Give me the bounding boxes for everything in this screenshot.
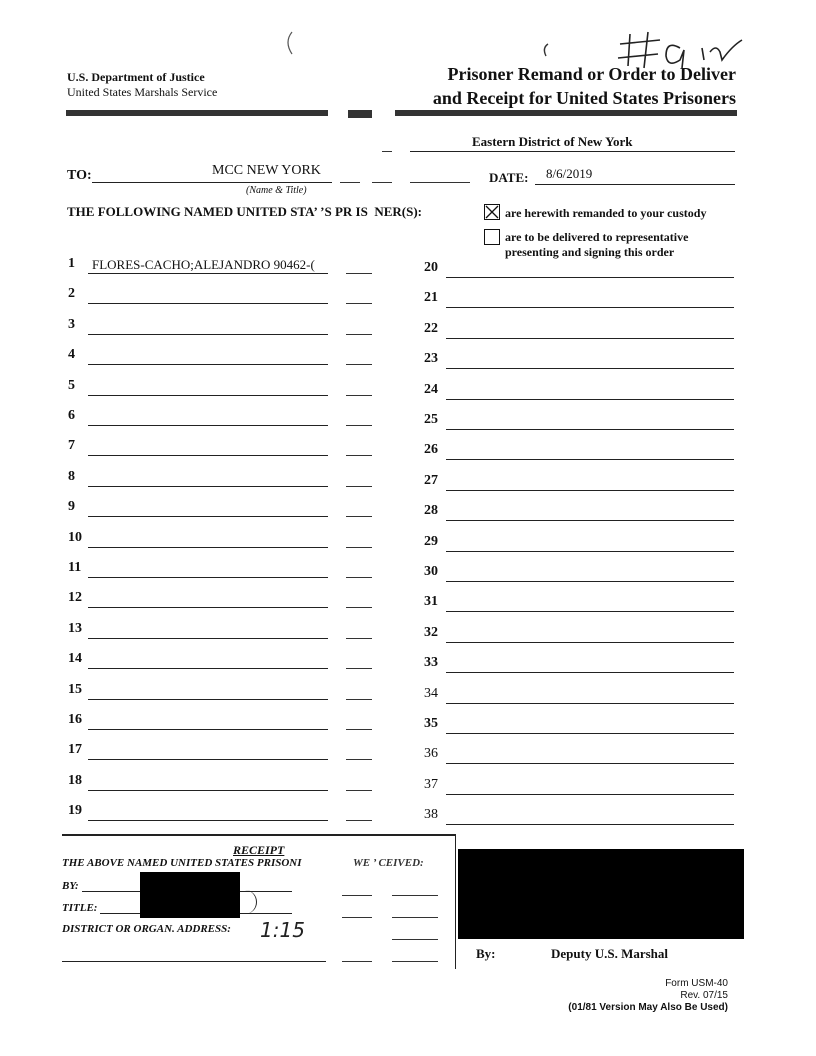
receipt-statement: THE ABOVE NAMED UNITED STATES PRISONI xyxy=(62,857,302,869)
prisoner-line xyxy=(88,820,328,821)
receipt-district-label: DISTRICT OR ORGAN. ADDRESS: xyxy=(62,923,231,935)
prisoner-line xyxy=(446,794,734,795)
prisoners-heading: THE FOLLOWING NAMED UNITED STA’ ’S PR IS NER(S): xyxy=(67,204,423,219)
prisoner-line xyxy=(88,607,328,608)
name-title-caption: (Name & Title) xyxy=(246,185,307,196)
to-dash-1 xyxy=(340,182,360,183)
row-number: 32 xyxy=(424,624,438,640)
row-number: 11 xyxy=(68,560,82,575)
row-number: 14 xyxy=(68,651,82,667)
row-number: 27 xyxy=(424,472,438,488)
receipt-divider xyxy=(455,834,456,969)
prisoner-dash xyxy=(346,638,372,639)
row-number: 12 xyxy=(68,590,82,606)
prisoner-line xyxy=(88,455,328,456)
redaction-receipt-signature xyxy=(140,872,240,918)
row-number: 30 xyxy=(424,564,438,579)
row-number: 26 xyxy=(424,442,438,458)
form-version-note: (01/81 Version May Also Be Used) xyxy=(568,1002,728,1013)
prisoner-line xyxy=(446,703,734,704)
to-value: MCC NEW YORK xyxy=(212,163,321,178)
date-line xyxy=(535,184,735,185)
row-number: 17 xyxy=(68,742,82,758)
row-number: 1 xyxy=(68,256,75,271)
row-number: 16 xyxy=(68,712,82,727)
prisoner-dash xyxy=(346,547,372,548)
prisoner-dash xyxy=(346,607,372,608)
prisoner-line xyxy=(446,672,734,673)
prisoner-line xyxy=(88,516,328,517)
prisoner-line xyxy=(446,429,734,430)
prisoner-line xyxy=(88,364,328,365)
receipt-title: RECEIPT xyxy=(233,843,285,857)
prisoner-line xyxy=(88,729,328,730)
row-number: 38 xyxy=(424,807,438,823)
header-bar-right xyxy=(395,110,737,116)
row-number: 36 xyxy=(424,746,438,762)
prisoner-dash xyxy=(346,668,372,669)
receipt-dash-f xyxy=(392,917,438,918)
prisoner-line xyxy=(88,334,328,335)
service-name: United States Marshals Service xyxy=(67,85,218,99)
prisoner-line xyxy=(88,638,328,639)
district-name: Eastern District of New York xyxy=(472,134,633,149)
row-number: 4 xyxy=(68,347,75,363)
prisoner-line xyxy=(88,425,328,426)
row-number: 21 xyxy=(424,290,438,306)
row-number: 28 xyxy=(424,503,438,519)
header-bar-mid xyxy=(348,110,372,118)
row-number: 5 xyxy=(68,377,75,393)
prisoner-dash xyxy=(346,759,372,760)
prisoner-dash xyxy=(346,729,372,730)
prisoner-dash xyxy=(346,577,372,578)
prisoner-dash xyxy=(346,486,372,487)
row-number: 23 xyxy=(424,351,438,367)
row-number: 8 xyxy=(68,468,75,484)
prisoner-line xyxy=(446,338,734,339)
prisoner-line xyxy=(88,668,328,669)
district-dash xyxy=(382,151,392,152)
row-number: 25 xyxy=(424,412,438,427)
receipt-statement-end: WE ’ CEIVED: xyxy=(353,857,424,869)
prisoner-dash xyxy=(346,334,372,335)
row-number: 31 xyxy=(424,594,438,610)
row-number: 10 xyxy=(68,529,82,545)
dept-name: U.S. Department of Justice xyxy=(67,70,205,84)
receipt-dash-a xyxy=(342,961,372,962)
prisoner-dash xyxy=(346,516,372,517)
form-title-line1: Prisoner Remand or Order to Deliver xyxy=(447,64,736,84)
row-number: 24 xyxy=(424,381,438,397)
row-number: 7 xyxy=(68,438,75,454)
receipt-district-line xyxy=(62,961,326,962)
form-revision: Rev. 07/15 xyxy=(680,990,728,1001)
deliver-text: are to be delivered to representative presenting and signing this order xyxy=(505,230,689,259)
prisoner-line xyxy=(446,733,734,734)
date-label: DATE: xyxy=(489,170,529,185)
prisoner-line xyxy=(88,273,328,274)
receipt-dash-d xyxy=(392,895,438,896)
receipt-dash-b xyxy=(392,961,438,962)
remanded-checkbox[interactable] xyxy=(484,204,500,220)
district-line xyxy=(410,151,735,152)
row-number: 3 xyxy=(68,316,75,332)
redaction-receiver xyxy=(458,849,744,939)
prisoner-line xyxy=(446,824,734,825)
prisoner-line xyxy=(88,547,328,548)
form-number: Form USM-40 xyxy=(665,978,728,989)
to-dash-3 xyxy=(410,182,470,183)
prisoner-line xyxy=(446,611,734,612)
remanded-text: are herewith remanded to your custody xyxy=(505,206,707,220)
prisoner-line xyxy=(446,520,734,521)
row-number: 9 xyxy=(68,499,75,515)
prisoner-line xyxy=(446,763,734,764)
prisoner-dash xyxy=(346,820,372,821)
prisoner-dash xyxy=(346,425,372,426)
prisoner-dash xyxy=(346,790,372,791)
row-number: 2 xyxy=(68,286,75,302)
prisoner-dash xyxy=(346,699,372,700)
row-number: 37 xyxy=(424,776,438,792)
prisoner-line xyxy=(446,277,734,278)
prisoner-line xyxy=(446,399,734,400)
mark-paren xyxy=(280,28,300,58)
by-right-label: By: xyxy=(476,946,496,961)
prisoner-line xyxy=(446,368,734,369)
row-number: 35 xyxy=(424,716,438,731)
row-number: 20 xyxy=(424,260,438,275)
row-number: 22 xyxy=(424,320,438,336)
row-number: 19 xyxy=(68,803,82,819)
to-line xyxy=(92,182,332,183)
prisoner-line xyxy=(446,642,734,643)
prisoner-line xyxy=(446,307,734,308)
handwritten-annotation xyxy=(530,22,810,82)
row-number: 6 xyxy=(68,408,75,423)
prisoner-dash xyxy=(346,303,372,304)
row-number: 29 xyxy=(424,533,438,549)
receipt-by-label: BY: xyxy=(62,880,79,892)
to-dash-2 xyxy=(372,182,392,183)
prisoner-line xyxy=(88,577,328,578)
row-number: 33 xyxy=(424,655,438,671)
prisoner-line xyxy=(88,486,328,487)
row-number: 13 xyxy=(68,620,82,636)
deliver-checkbox[interactable] xyxy=(484,229,500,245)
prisoner-line xyxy=(88,699,328,700)
receipt-title-label: TITLE: xyxy=(62,902,98,914)
prisoner-line xyxy=(88,790,328,791)
receipt-dash-c xyxy=(342,895,372,896)
prisoner-line xyxy=(88,395,328,396)
prisoner-line xyxy=(446,459,734,460)
receipt-handwritten: 1:15 xyxy=(260,918,305,942)
prisoner-dash xyxy=(346,395,372,396)
prisoner-line xyxy=(88,759,328,760)
prisoner-dash xyxy=(346,364,372,365)
to-label: TO: xyxy=(67,168,92,183)
receipt-dash-e xyxy=(342,917,372,918)
row-number: 15 xyxy=(68,681,82,697)
prisoner-line xyxy=(446,581,734,582)
prisoner-dash xyxy=(346,455,372,456)
prisoner-line xyxy=(446,490,734,491)
row-number: 34 xyxy=(424,685,438,701)
prisoner-line xyxy=(88,303,328,304)
form-title-line2: and Receipt for United States Prisoners xyxy=(432,88,736,108)
prisoner-name: FLORES-CACHO;ALEJANDRO 90462-( xyxy=(92,257,315,272)
prisoner-dash xyxy=(346,273,372,274)
row-number: 18 xyxy=(68,772,82,788)
prisoner-line xyxy=(446,551,734,552)
receipt-top-line xyxy=(62,834,456,836)
date-value: 8/6/2019 xyxy=(546,166,593,181)
deputy-marshal-label: Deputy U.S. Marshal xyxy=(551,946,669,961)
receipt-paren xyxy=(242,890,257,914)
header-bar-left xyxy=(66,110,328,116)
receipt-dash-g xyxy=(392,939,438,940)
